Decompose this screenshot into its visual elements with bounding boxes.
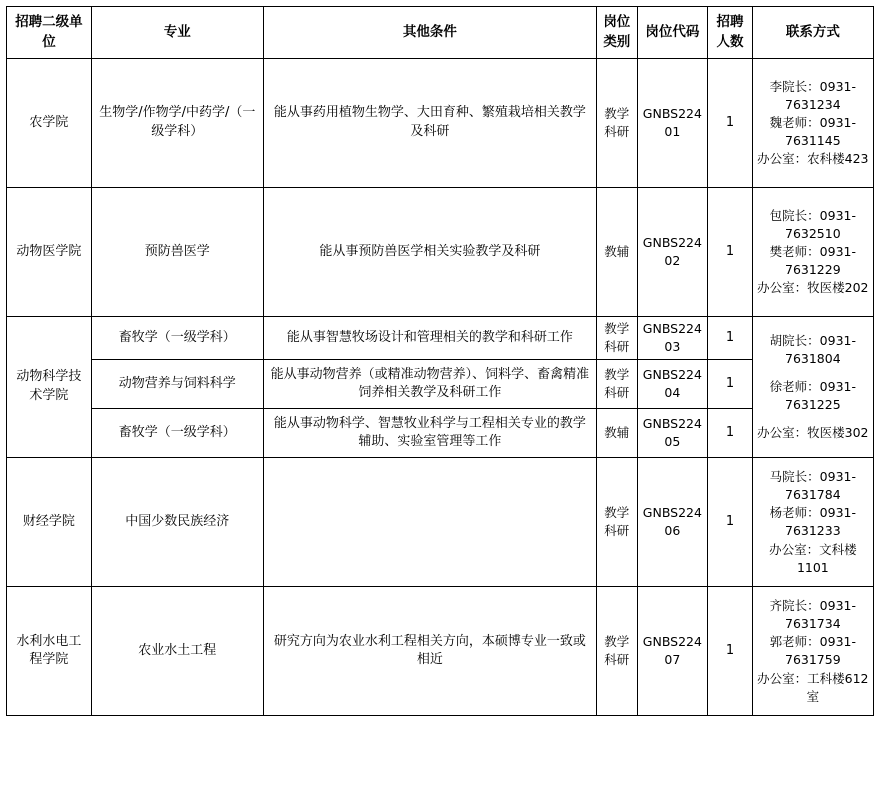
cell-other-conditions: 能从事药用植物生物学、大田育种、繁殖栽培相关教学及科研 bbox=[263, 59, 596, 188]
table-row bbox=[7, 587, 874, 716]
contact-line: 郭老师：0931-7631759 bbox=[769, 634, 856, 668]
table-row bbox=[7, 409, 874, 458]
cell-contact bbox=[752, 587, 873, 716]
cell-other-conditions: 能从事动物科学、智慧牧业科学与工程相关专业的教学辅助、实验室管理等工作 bbox=[263, 409, 596, 458]
cell-contact bbox=[752, 59, 873, 188]
cell-post-code: GNBS22403 bbox=[637, 317, 708, 360]
cell-headcount: 1 bbox=[708, 59, 752, 188]
contact-line: 齐院长：0931-7631734 bbox=[769, 598, 856, 632]
header-post-type: 岗位类别 bbox=[597, 7, 637, 59]
cell-post-type: 教学科研 bbox=[597, 59, 637, 188]
cell-post-code: GNBS22406 bbox=[637, 458, 708, 587]
cell-post-code: GNBS22402 bbox=[637, 188, 708, 317]
contact-line: 马院长：0931-7631784 bbox=[769, 469, 856, 503]
contact-line: 办公室：工科楼612室 bbox=[757, 670, 869, 704]
cell-headcount: 1 bbox=[708, 317, 752, 360]
cell-post-type: 教学科研 bbox=[597, 360, 637, 409]
contact-line: 办公室：牧医楼302 bbox=[757, 425, 869, 441]
header-other-conditions: 其他条件 bbox=[263, 7, 596, 59]
cell-major: 动物营养与饲料科学 bbox=[91, 360, 263, 409]
table-header-row bbox=[7, 7, 874, 59]
contact-line: 徐老师：0931-7631225 bbox=[769, 379, 856, 413]
cell-post-code: GNBS22405 bbox=[637, 409, 708, 458]
cell-unit: 动物科学技术学院 bbox=[7, 317, 92, 458]
cell-major: 畜牧学（一级学科） bbox=[91, 409, 263, 458]
cell-other-conditions: 能从事预防兽医学相关实验教学及科研 bbox=[263, 188, 596, 317]
cell-headcount: 1 bbox=[708, 360, 752, 409]
cell-post-type: 教学科研 bbox=[597, 317, 637, 360]
cell-other-conditions: 能从事动物营养（或精准动物营养）、饲料学、畜禽精准饲养相关教学及科研工作 bbox=[263, 360, 596, 409]
cell-headcount: 1 bbox=[708, 587, 752, 716]
contact-line: 包院长：0931-7632510 bbox=[769, 207, 856, 241]
cell-unit: 农学院 bbox=[7, 59, 92, 188]
cell-other-conditions bbox=[263, 458, 596, 587]
table-row bbox=[7, 458, 874, 587]
cell-unit: 水利水电工程学院 bbox=[7, 587, 92, 716]
cell-unit: 动物医学院 bbox=[7, 188, 92, 317]
cell-major: 农业水土工程 bbox=[91, 587, 263, 716]
cell-major: 生物学/作物学/中药学/（一级学科） bbox=[91, 59, 263, 188]
cell-post-code: GNBS22401 bbox=[637, 59, 708, 188]
header-unit: 招聘二级单位 bbox=[7, 7, 92, 59]
cell-other-conditions: 研究方向为农业水利工程相关方向，本硕博专业一致或相近 bbox=[263, 587, 596, 716]
cell-post-type: 教学科研 bbox=[597, 458, 637, 587]
cell-post-type: 教学科研 bbox=[597, 587, 637, 716]
contact-line: 魏老师：0931-7631145 bbox=[769, 115, 856, 149]
cell-headcount: 1 bbox=[708, 409, 752, 458]
cell-contact bbox=[752, 188, 873, 317]
header-post-code: 岗位代码 bbox=[637, 7, 708, 59]
contact-line: 胡院长：0931-7631804 bbox=[769, 332, 856, 367]
contact-line: 办公室：农科楼423 bbox=[757, 151, 869, 167]
cell-contact bbox=[752, 317, 873, 458]
table-row bbox=[7, 317, 874, 360]
cell-post-code: GNBS22404 bbox=[637, 360, 708, 409]
header-headcount: 招聘人数 bbox=[708, 7, 752, 59]
cell-post-type: 教辅 bbox=[597, 409, 637, 458]
cell-major: 中国少数民族经济 bbox=[91, 458, 263, 587]
cell-other-conditions: 能从事智慧牧场设计和管理相关的教学和科研工作 bbox=[263, 317, 596, 360]
contact-line: 杨老师：0931-7631233 bbox=[769, 505, 856, 539]
recruitment-table bbox=[6, 6, 874, 716]
table-row bbox=[7, 59, 874, 188]
cell-headcount: 1 bbox=[708, 458, 752, 587]
contact-line: 樊老师：0931-7631229 bbox=[769, 244, 856, 278]
contact-line: 办公室：文科楼1101 bbox=[769, 541, 857, 575]
contact-line: 办公室：牧医楼202 bbox=[757, 280, 869, 296]
cell-headcount: 1 bbox=[708, 188, 752, 317]
cell-post-type: 教辅 bbox=[597, 188, 637, 317]
cell-major: 预防兽医学 bbox=[91, 188, 263, 317]
cell-contact bbox=[752, 458, 873, 587]
header-contact: 联系方式 bbox=[752, 7, 873, 59]
table-row bbox=[7, 188, 874, 317]
table-row bbox=[7, 360, 874, 409]
contact-line: 李院长：0931-7631234 bbox=[769, 78, 856, 112]
cell-post-code: GNBS22407 bbox=[637, 587, 708, 716]
cell-unit: 财经学院 bbox=[7, 458, 92, 587]
cell-major: 畜牧学（一级学科） bbox=[91, 317, 263, 360]
header-major: 专业 bbox=[91, 7, 263, 59]
